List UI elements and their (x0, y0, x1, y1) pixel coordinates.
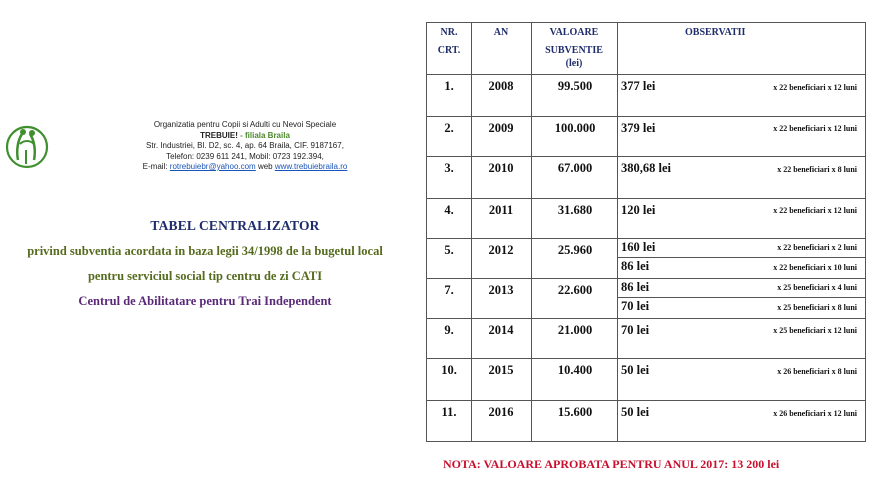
row-note: x 22 beneficiari x 8 luni (777, 165, 857, 174)
subsidy-table (426, 22, 866, 442)
row-nr: 4. (444, 203, 454, 217)
row-nr: 1. (444, 79, 454, 93)
row-value: 15.600 (557, 405, 593, 419)
header-observatii: OBSERVATII (685, 27, 746, 38)
row-value: 21.000 (557, 323, 593, 337)
row-value: 25.960 (557, 243, 593, 257)
row-year: 2016 (488, 405, 514, 419)
row-value: 31.680 (557, 203, 593, 217)
document-title: TABEL CENTRALIZATOR (150, 218, 320, 233)
row-note-2: x 22 beneficiari x 10 luni (773, 263, 857, 272)
row-amount: 160 lei (621, 240, 656, 254)
table-row (427, 318, 865, 359)
organization-logo-icon (4, 120, 50, 174)
row-divider (617, 297, 865, 298)
row-amount: 50 lei (621, 363, 650, 377)
row-note: x 22 beneficiari x 12 luni (773, 124, 857, 133)
table-row (427, 198, 865, 239)
row-divider (617, 257, 865, 258)
row-value: 100.000 (554, 121, 596, 135)
row-note: x 25 beneficiari x 4 luni (777, 283, 857, 292)
row-nr: 10. (441, 363, 457, 377)
header-valoare: VALOARE SUBVENTIE (lei) (545, 27, 603, 69)
row-note-2: x 25 beneficiari x 8 luni (777, 303, 857, 312)
organization-info (110, 120, 380, 173)
website-link[interactable]: www.trebuiebraila.ro (274, 162, 348, 171)
row-value: 22.600 (557, 283, 593, 297)
row-amount: 70 lei (621, 323, 650, 337)
row-year: 2009 (488, 121, 514, 135)
row-amount-2: 70 lei (621, 299, 650, 313)
document-title-block (0, 218, 410, 309)
header-an: AN (493, 27, 509, 38)
email-label: E-mail: (142, 162, 170, 171)
row-note: x 22 beneficiari x 12 luni (773, 206, 857, 215)
row-amount: 50 lei (621, 405, 650, 419)
row-amount: 120 lei (621, 203, 656, 217)
org-name: Organizatia pentru Copii si Adulti cu Nevoi Speciale (153, 120, 337, 129)
row-note: x 26 beneficiari x 12 luni (773, 409, 857, 418)
table-row (427, 156, 865, 199)
row-note: x 25 beneficiari x 12 luni (773, 326, 857, 335)
table-row (427, 116, 865, 157)
row-nr: 7. (444, 283, 454, 297)
row-note: x 22 beneficiari x 12 luni (773, 83, 857, 92)
header-nr-crt: NR. CRT. (437, 27, 461, 56)
row-nr: 11. (441, 405, 457, 419)
table-row (427, 278, 865, 319)
center-name: Centrul de Abilitatare pentru Trai Independent (78, 294, 332, 308)
row-year: 2015 (488, 363, 514, 377)
row-amount: 86 lei (621, 280, 650, 294)
table-row (427, 74, 865, 117)
service-description: pentru serviciul social tip centru de zi CATI (87, 269, 323, 283)
approved-value-note: NOTA: VALOARE APROBATA PENTRU ANUL 2017: 13 200 lei (443, 457, 780, 471)
row-year: 2008 (488, 79, 514, 93)
document-subtitle: privind subventia acordata in baza legii 34/1998 de la bugetul local (27, 244, 383, 258)
web-label: web (255, 162, 275, 171)
row-nr: 2. (444, 121, 454, 135)
table-row (427, 358, 865, 401)
row-amount: 380,68 lei (621, 161, 671, 175)
row-amount-2: 86 lei (621, 259, 650, 273)
table-row (427, 238, 865, 279)
row-year: 2014 (488, 323, 514, 337)
row-note: x 26 beneficiari x 8 luni (777, 367, 857, 376)
email-link[interactable]: rotrebuiebr@yahoo.com (169, 162, 256, 171)
org-phone: Telefon: 0239 611 241, Mobil: 0723 192.394, (166, 151, 324, 161)
row-year: 2013 (488, 283, 514, 297)
row-nr: 3. (444, 161, 454, 175)
row-value: 99.500 (557, 79, 593, 93)
row-value: 10.400 (557, 363, 593, 377)
table-row (427, 400, 865, 443)
row-nr: 5. (444, 243, 454, 257)
row-year: 2011 (488, 203, 514, 217)
row-year: 2010 (488, 161, 514, 175)
row-value: 67.000 (557, 161, 593, 175)
org-brand: TREBUIE! (200, 130, 238, 140)
row-amount: 379 lei (621, 121, 656, 135)
row-amount: 377 lei (621, 79, 656, 93)
org-address: Str. Industriei, Bl. D2, sc. 4, ap. 64 Braila, CIF. 9187167, (146, 141, 344, 150)
row-year: 2012 (488, 243, 514, 257)
row-nr: 9. (444, 323, 454, 337)
row-note: x 22 beneficiari x 2 luni (777, 243, 857, 252)
org-branch: - filiala Braila (237, 130, 290, 140)
